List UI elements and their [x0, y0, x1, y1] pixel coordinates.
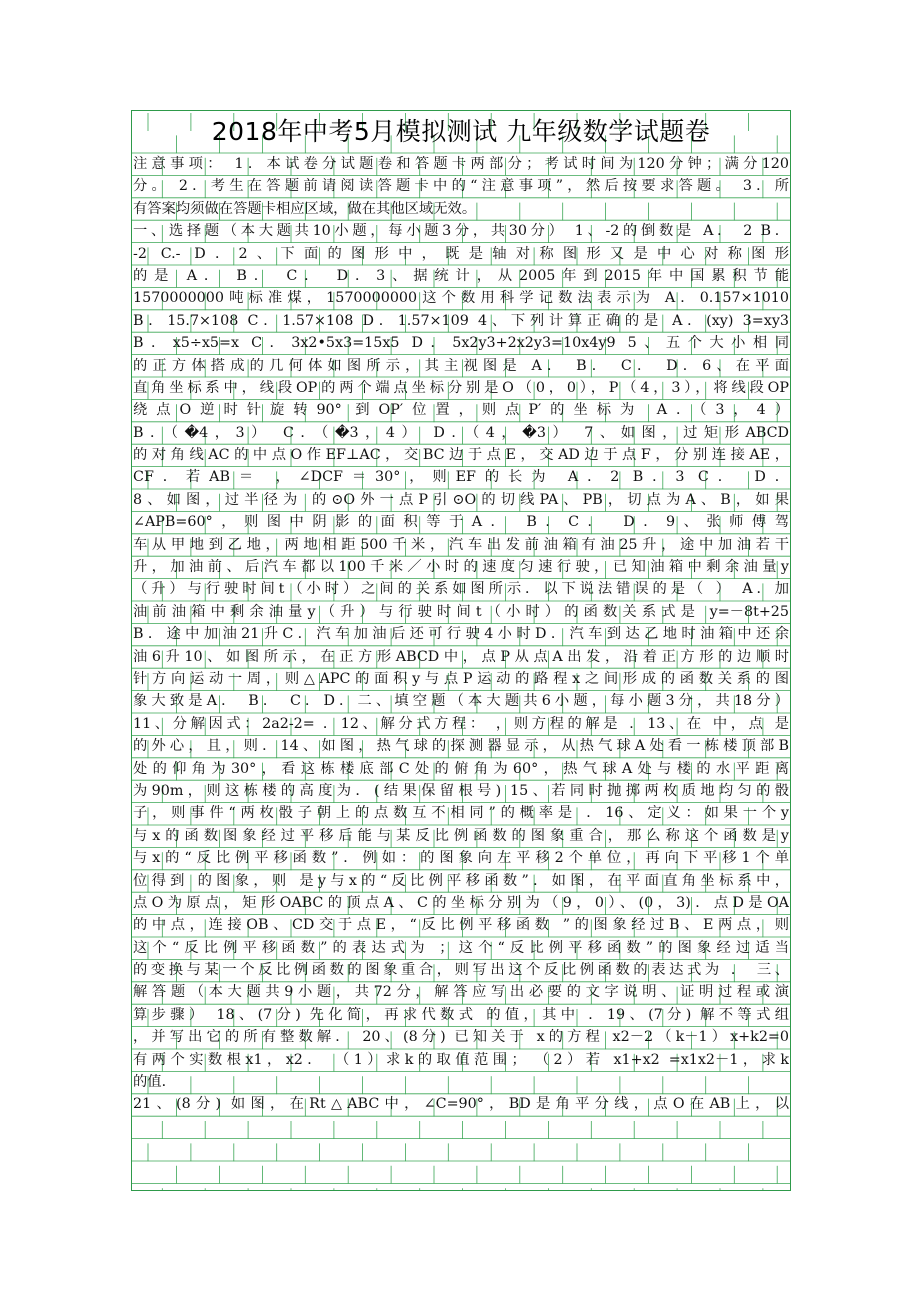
text-line: 分。 2．考生在答题前请阅读答题卡中的“注意事项”，然后按要求答题。 3．所	[133, 178, 789, 195]
text-line: 的变换与某一个反比例函数的图象重合，则写出这个反比例函数的表达式为 ． 三、	[133, 962, 789, 979]
text-line: B．（�4，3） C．（�3，4） D．（4，�3） 7、如图，过矩形ABCD	[133, 424, 789, 441]
text-line: 的值．	[133, 1074, 176, 1091]
text-line: 的外心，且，则．14、如图，热气球的探测器显示，从热气球A处看一栋楼顶部B	[133, 738, 789, 755]
exam-title: 2018年中考5月模拟测试 九年级数学试题卷	[211, 117, 711, 146]
text-line: 1570000000吨标准煤，1570000000这个数用科学记数法表示为 A．0.157×1010	[133, 290, 789, 307]
text-line: 的中点，连接OB、CD交于点E，“反比例平移函数 ”的图象经过B、E两点，则	[133, 917, 789, 934]
text-line: ∠APB=60°，则图中阴影的面积等于A． B．C． D．9、张师傅驾	[133, 514, 789, 531]
text-line: B．x5÷x5=x C．3x2•5x3=15x5 D．5x2y3+2x2y3=10x4y9 5、五个大小相同	[133, 335, 789, 352]
text-line: ，并写出它的所有整数解． 20、(8分) 已知关于 x的方程 x2－2（k－1）x+k2=0	[133, 1029, 789, 1046]
text-line: 点O为原点，矩形OABC的顶点A、C的坐标分别为（9，0）、(0，3)．点D是OA	[133, 894, 789, 911]
text-line: 为90m，则这栋楼的高度为．(结果保留根号) 15、若同时抛掷两枚质地均匀的骰	[133, 782, 789, 799]
text-line: 解答题（本大题共9小题，共72分，解答应写出必要的文字说明、证明过程或演	[133, 984, 789, 1001]
text-line: 的是 A． B． C． D．3、据统计，从2005年到2015年中国累积节能	[133, 267, 789, 284]
text-line: 油6升10、如图所示，在正方形ABCD中，点P从点A出发，沿着正方形的边顺时	[133, 648, 789, 665]
text-line: 位得到 的图象，则 是y与x的“反比例平移函数”．如图，在平面直角坐标系中，	[133, 872, 789, 889]
text-line: B．15.7×108 C．1.57×108 D．1.57×109 4、下列计算正确的是 A．(xy) 3=xy3	[133, 312, 789, 329]
text-line: 处的仰角为30°，看这栋楼底部C处的俯角为60°，热气球A处与楼的水平距离	[133, 760, 789, 777]
text-line: 21、(8分) 如图，在Rt△ABC中，∠C=90°，BD是角平分线，点O在AB上，以	[133, 1096, 789, 1113]
text-line: 8、如图，过半径为 的⊙O外一点P引⊙O的切线PA、PB，切点为A、B，如果	[133, 491, 789, 508]
text-line: 这个“反比例平移函数”的表达式为 ；这个“反比例平移函数”的图象经过适当	[133, 939, 789, 956]
text-line: CF．若AB＝ ，∠DCF＝30°，则EF的长为 A．2 B．3 C． D．	[133, 469, 789, 486]
text-line: 升，加油前、后汽车都以100千米／小时的速度匀速行驶，已知油箱中剩余油量y	[133, 559, 789, 576]
text-line: 的正方体搭成的几何体如图所示，其主视图是 A． B． C． D．6、在平面	[133, 357, 789, 374]
text-line: 子，则事件“两枚骰子朝上的点数互不相同”的概率是 ．16、定义：如果一个y	[133, 805, 789, 822]
text-line: （升）与行驶时间t（小时）之间的关系如图所示．以下说法错误的是（ ） A．加	[133, 581, 789, 598]
text-line: 直角坐标系中，线段OP的两个端点坐标分别是O（0，0），P（4，3），将线段OP	[133, 379, 789, 396]
text-line: 与x的“反比例平移函数”．例如：的图象向左平移2个单位，再向下平移1个单	[133, 850, 789, 867]
text-line: 车从甲地到乙地，两地相距500千米，汽车出发前油箱有油25升，途中加油若干	[133, 536, 789, 553]
text-line: 油前油箱中剩余油量y（升）与行驶时间t（小时）的函数关系式是 y=－8t+25	[133, 603, 789, 620]
text-line: 11、分解因式：2a2-2= ．12、解分式方程： ，则方程的解是 ．13、在 中，点 是	[133, 715, 789, 732]
text-line: 有两个实数根x1，x2． （1）求k的取值范围； （2）若 x1+x2 =x1x2－1，求k	[133, 1051, 789, 1068]
text-line: 象大致是A． B． C．D．二、填空题（本大题共6小题，每小题3分，共18分）	[133, 693, 789, 710]
text-line: 的对角线AC的中点O作EF⊥AC，交BC边于点E，交AD边于点F，分别连接AE，	[133, 447, 789, 464]
exam-body	[133, 153, 789, 1116]
document-page	[131, 110, 791, 1191]
text-line: 与x的函数图象经过平移后能与某反比例函数的图象重合，那么称这个函数是y	[133, 827, 789, 844]
text-line: 注意事项： 1．本试卷分试题卷和答题卡两部分；考试时间为120分钟；满分120	[133, 156, 789, 172]
text-line: 绕点O逆时针旋转90° 到OP′位置，则点P′的坐标为 A．（3，4）	[133, 402, 789, 419]
text-line: 一、选择题（本大题共10小题，每小题3分，共30分） 1、-2的倒数是 A． 2 B．	[133, 223, 789, 240]
text-line: -2 C.- D．2、下面的图形中，既是轴对称图形又是中心对称图形	[133, 245, 789, 262]
text-line: 算步骤） 18、(7分) 先化简，再求代数式 的值，其中 ．19、(7分) 解不等式组	[133, 1006, 789, 1023]
text-line: B．途中加油21升C．汽车加油后还可行驶4小时D．汽车到达乙地时油箱中还余	[133, 626, 789, 643]
text-line: 针方向运动一周，则△APC的面积y与点P运动的路程x之间形成的函数关系的图	[133, 670, 789, 687]
text-line: 有答案均须做在答题卡相应区域，做在其他区域无效。	[133, 200, 477, 217]
